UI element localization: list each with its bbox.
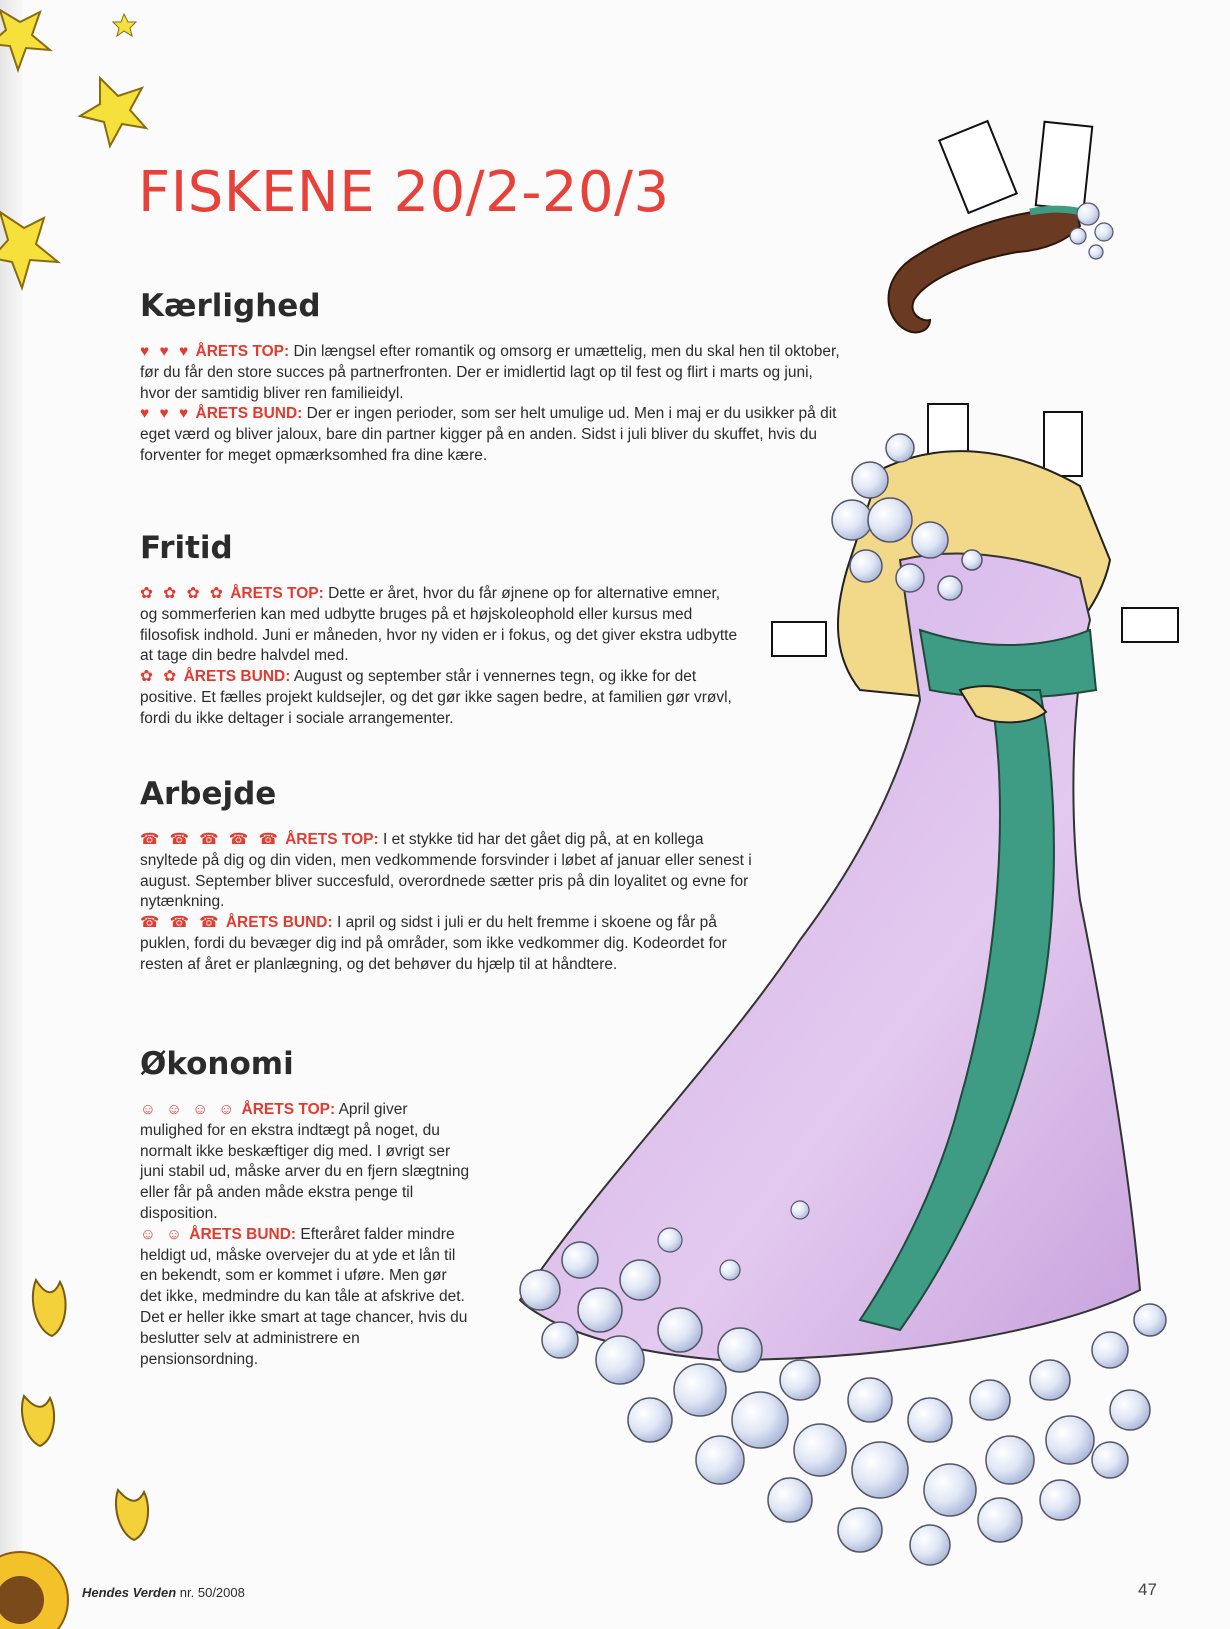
- section-love: [140, 288, 840, 467]
- bottom-label: ÅRETS BUND:: [183, 668, 291, 686]
- bottom-text: Efteråret falder mindre heldigt ud, måske overvejer du at yde et lån til en bekendt, som er kommet i uføre. Men gør det ikke, medmindre du kan tåle at afskrive det. Det er heller ikke smart at tage chancer, hvis du beslutter selv at administrere en pensionsordning.: [140, 1225, 468, 1368]
- section-economy: [140, 1046, 470, 1370]
- top-text: Dette er året, hvor du får øjnene op for alternative emner, og sommerferien kan med udbytte bruges på et højskoleophold eller kursus med filosofisk indhold. Juni er måneden, hvor ny viden er i fokus, og det giver ekstra udbytte at tage din bedre halvdel med.: [140, 585, 738, 665]
- bottom-label: ÅRETS BUND:: [225, 914, 333, 932]
- page-title: FISKENE 20/2-20/3: [138, 160, 670, 225]
- star-icon: [80, 78, 146, 146]
- tulip-icon: [33, 1280, 66, 1336]
- section-heading: Arbejde: [140, 776, 277, 812]
- star-icon: [0, 212, 58, 288]
- section-body: [140, 1100, 470, 1370]
- section-heading: Økonomi: [140, 1046, 294, 1082]
- magazine-name: Hendes Verden: [82, 1585, 177, 1600]
- star-icon: [113, 14, 136, 36]
- footer-brand: [82, 1585, 245, 1600]
- tulip-icon: [116, 1490, 148, 1540]
- bottom-text: I april og sidst i juli er du helt fremme i skoene og får på puklen, fordi du bevæger dig ind på områder, som ikke vedkommer dig. Kodeordet for resten af året er planlægning, og det behøver du hjælp til at håndtere.: [140, 914, 727, 973]
- sunflower-icon: [0, 1552, 68, 1629]
- section-work: [140, 776, 755, 976]
- top-text: I et stykke tid har det gået dig på, at en kollega snyltede på dig og din viden, men vedkommende forsvinder i løbet af januar eller senest i august. September bliver succesfuld, overordnede sætter pris på din loyalitet og evne for nytænkning.: [140, 831, 752, 911]
- page-number: 47: [1138, 1580, 1157, 1599]
- star-icon: [0, 10, 50, 70]
- section-body: [140, 584, 740, 730]
- section-leisure: [140, 530, 740, 730]
- issue-number: nr. 50/2008: [179, 1585, 245, 1600]
- top-text: April giver mulighed for en ekstra indtægt på noget, du normalt ikke beskæftiger dig med. I øvrigt ser juni stabil ud, måske arver du en fjern slægtning eller får på anden måde ekstra penge til disposition.: [140, 1101, 470, 1222]
- flower-icon: ✿ ✿ ✿ ✿: [140, 585, 226, 602]
- top-text: Din længsel efter romantik og omsorg er umættelig, men du skal hen til oktober, før du får den store succes på partnerfronten. Der er imidlertid lagt op til fest og flirt i marts og juni, hvor der samtidig bliver ren familieidyl.: [140, 343, 840, 402]
- bottom-text: August og september står i vennernes tegn, og ikke for det positive. Et fælles projekt kuldsejler, og det gør ikke sagen bedre, at familien gør vrøvl, fordi du ikke deltager i sociale arrangementer.: [140, 668, 732, 727]
- top-label: ÅRETS TOP:: [195, 343, 290, 360]
- section-heading: Kærlighed: [140, 288, 321, 324]
- section-body: [140, 342, 840, 467]
- top-label: ÅRETS TOP:: [285, 831, 379, 848]
- tulip-icon: [22, 1396, 54, 1446]
- heart-icon: ♥ ♥ ♥: [140, 343, 192, 360]
- flower-icon: ✿ ✿: [140, 668, 180, 686]
- smiley-icon: ☺ ☺ ☺ ☺: [140, 1101, 238, 1118]
- bottom-label: ÅRETS BUND:: [195, 405, 303, 423]
- bottom-label: ÅRETS BUND:: [189, 1225, 297, 1243]
- section-heading: Fritid: [140, 530, 233, 566]
- telephone-icon: ☎ ☎ ☎: [140, 914, 222, 932]
- top-label: ÅRETS TOP:: [241, 1101, 336, 1118]
- telephone-icon: ☎ ☎ ☎ ☎ ☎: [140, 831, 281, 848]
- bottom-text: Der er ingen perioder, som ser helt umulige ud. Men i maj er du usikker på dit eget værd og bliver jaloux, bare din partner kigger på en anden. Sidst i juli bliver du skuffet, hvis du forventer for meget opmærksomhed fra dine kære.: [140, 405, 837, 464]
- top-label: ÅRETS TOP:: [230, 585, 324, 602]
- smiley-icon: ☺ ☺: [140, 1225, 185, 1243]
- heart-icon: ♥ ♥ ♥: [140, 405, 192, 423]
- section-body: [140, 830, 755, 976]
